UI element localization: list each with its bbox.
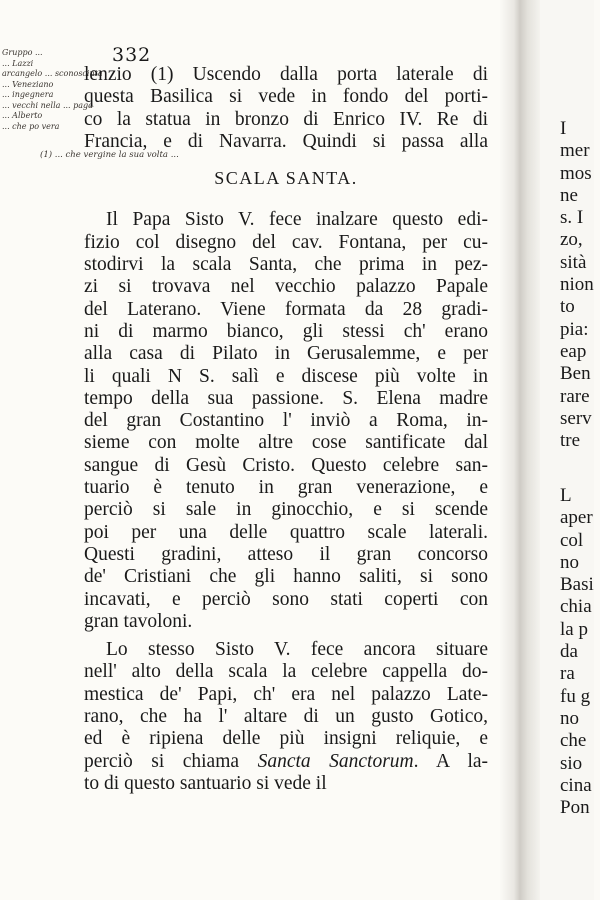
text-line: del Laterano. Viene formata da 28 gradi-: [84, 298, 488, 320]
main-text-block: [84, 64, 488, 795]
text-line: questa Basilica si vede in fondo del porti-: [84, 86, 488, 108]
page-number: 332: [112, 44, 152, 66]
text-line: to di questo santuario si vede il: [84, 772, 327, 794]
text-line: rano, che ha l' altare di un gusto Gotico,: [84, 706, 488, 728]
text-line: Lo stesso Sisto V. fece ancora situare: [106, 639, 488, 661]
text-line: tempo della sua passione. S. Elena madre: [84, 387, 488, 409]
right-fragment: aper: [560, 507, 593, 529]
text-line: mestica de' Papi, ch' era nel palazzo Late-: [84, 683, 488, 705]
right-fragment: rare: [560, 385, 590, 407]
text-line: Questi gradini, atteso il gran concorso: [84, 543, 488, 565]
text-line: lenzio (1) Uscendo dalla porta laterale di: [84, 64, 488, 85]
text-fragment: perciò si chiama: [84, 750, 240, 772]
margin-note: ... Lazzi: [2, 58, 34, 68]
text-line: ni di marmo bianco, gli stessi ch' erano: [84, 320, 488, 342]
right-fragment: cina: [560, 774, 592, 796]
text-fragment: . A la-: [413, 750, 489, 772]
margin-note: arcangelo ... sconosciuta: [2, 69, 103, 78]
text-line: Il Papa Sisto V. fece inalzare questo edi-: [106, 209, 488, 231]
right-fragment: s. I: [560, 207, 584, 229]
right-fragment: fu g: [560, 685, 591, 707]
text-line: gran tavoloni.: [84, 610, 193, 632]
italic-title: Sancta Sanctorum: [257, 750, 414, 772]
right-fragment: L: [560, 485, 572, 506]
right-fragment: che: [560, 730, 587, 752]
paragraph-2: [84, 639, 488, 795]
text-line: Francia, e di Navarra. Quindi si passa alla: [84, 130, 488, 152]
right-fragment: Basi: [560, 574, 594, 596]
text-line: perciò si sale in ginocchio, e si scende: [84, 499, 488, 521]
text-line: ed è ripiena delle più insigni reliquie, e: [84, 728, 488, 750]
text-line: del gran Costantino l' inviò a Roma, in-: [84, 410, 488, 432]
text-line: zi si trovava nel vecchio palazzo Papale: [84, 276, 488, 298]
right-fragment: Ben: [560, 363, 591, 385]
text-line: tuario è tenuto in gran venerazione, e: [84, 477, 488, 499]
right-page-text-lower: [560, 485, 600, 819]
right-page-text: [560, 118, 600, 452]
margin-note: Gruppo ...: [2, 48, 43, 57]
right-fragment: mos: [560, 162, 592, 184]
right-fragment: I: [560, 118, 567, 139]
right-fragment: mer: [560, 140, 590, 162]
text-line: incavati, e perciò sono stati coperti con: [84, 588, 488, 610]
handwritten-interline-note: (1) ... che vergine la sua volta ...: [40, 150, 179, 160]
right-fragment: serv: [560, 407, 592, 429]
right-fragment: chia: [560, 596, 592, 618]
right-fragment: eap: [560, 340, 587, 362]
margin-note: ... Alberto: [2, 111, 43, 120]
right-fragment: no: [560, 551, 579, 573]
right-fragment: zo,: [560, 229, 583, 251]
text-line: li quali N S. salì e discese più volte in: [84, 365, 488, 387]
right-fragment: col: [560, 529, 584, 551]
right-fragment: Pon: [560, 797, 590, 819]
margin-note: ... Veneziano: [2, 79, 54, 89]
right-fragment: sità: [560, 251, 587, 273]
right-fragment: tre: [560, 430, 581, 452]
right-fragment: nion: [560, 274, 594, 296]
margin-note: ... ingegnera: [2, 90, 54, 99]
section-heading: SCALA SANTA.: [214, 168, 358, 189]
right-fragment: to: [560, 296, 575, 318]
text-line: nell' alto della scala la celebre cappella do-: [84, 661, 488, 683]
right-fragment: la p: [560, 618, 588, 640]
text-line: alla casa di Pilato in Gerusalemme, e per: [84, 343, 488, 365]
text-line: de' Cristiani che gli hanno saliti, si sono: [84, 566, 488, 588]
right-fragment: sio: [560, 752, 583, 774]
text-line: stodirvi la scala Santa, che prima in pez-: [84, 254, 488, 276]
margin-note: ... che po vera: [2, 121, 60, 131]
right-fragment: da: [560, 641, 578, 663]
right-fragment: ra: [560, 663, 575, 685]
right-fragment: ne: [560, 184, 578, 206]
handwritten-margin-notes: [2, 48, 103, 132]
text-line: [84, 751, 488, 773]
margin-note: ... vecchi nella ... paga: [2, 100, 93, 110]
text-line: sieme con molte altre cose santificate dal: [84, 432, 488, 454]
paragraph-1: [84, 209, 488, 633]
text-line: co la statua in bronzo di Enrico IV. Re di: [84, 108, 488, 130]
right-fragment: no: [560, 707, 579, 729]
right-fragment: pia:: [560, 318, 589, 340]
book-gutter: [500, 0, 540, 900]
text-line: poi per una delle quattro scale laterali.: [84, 521, 488, 543]
text-line: fizio col disegno del cav. Fontana, per cu-: [84, 231, 488, 253]
text-line: sangue di Gesù Cristo. Questo celebre san-: [84, 454, 488, 476]
